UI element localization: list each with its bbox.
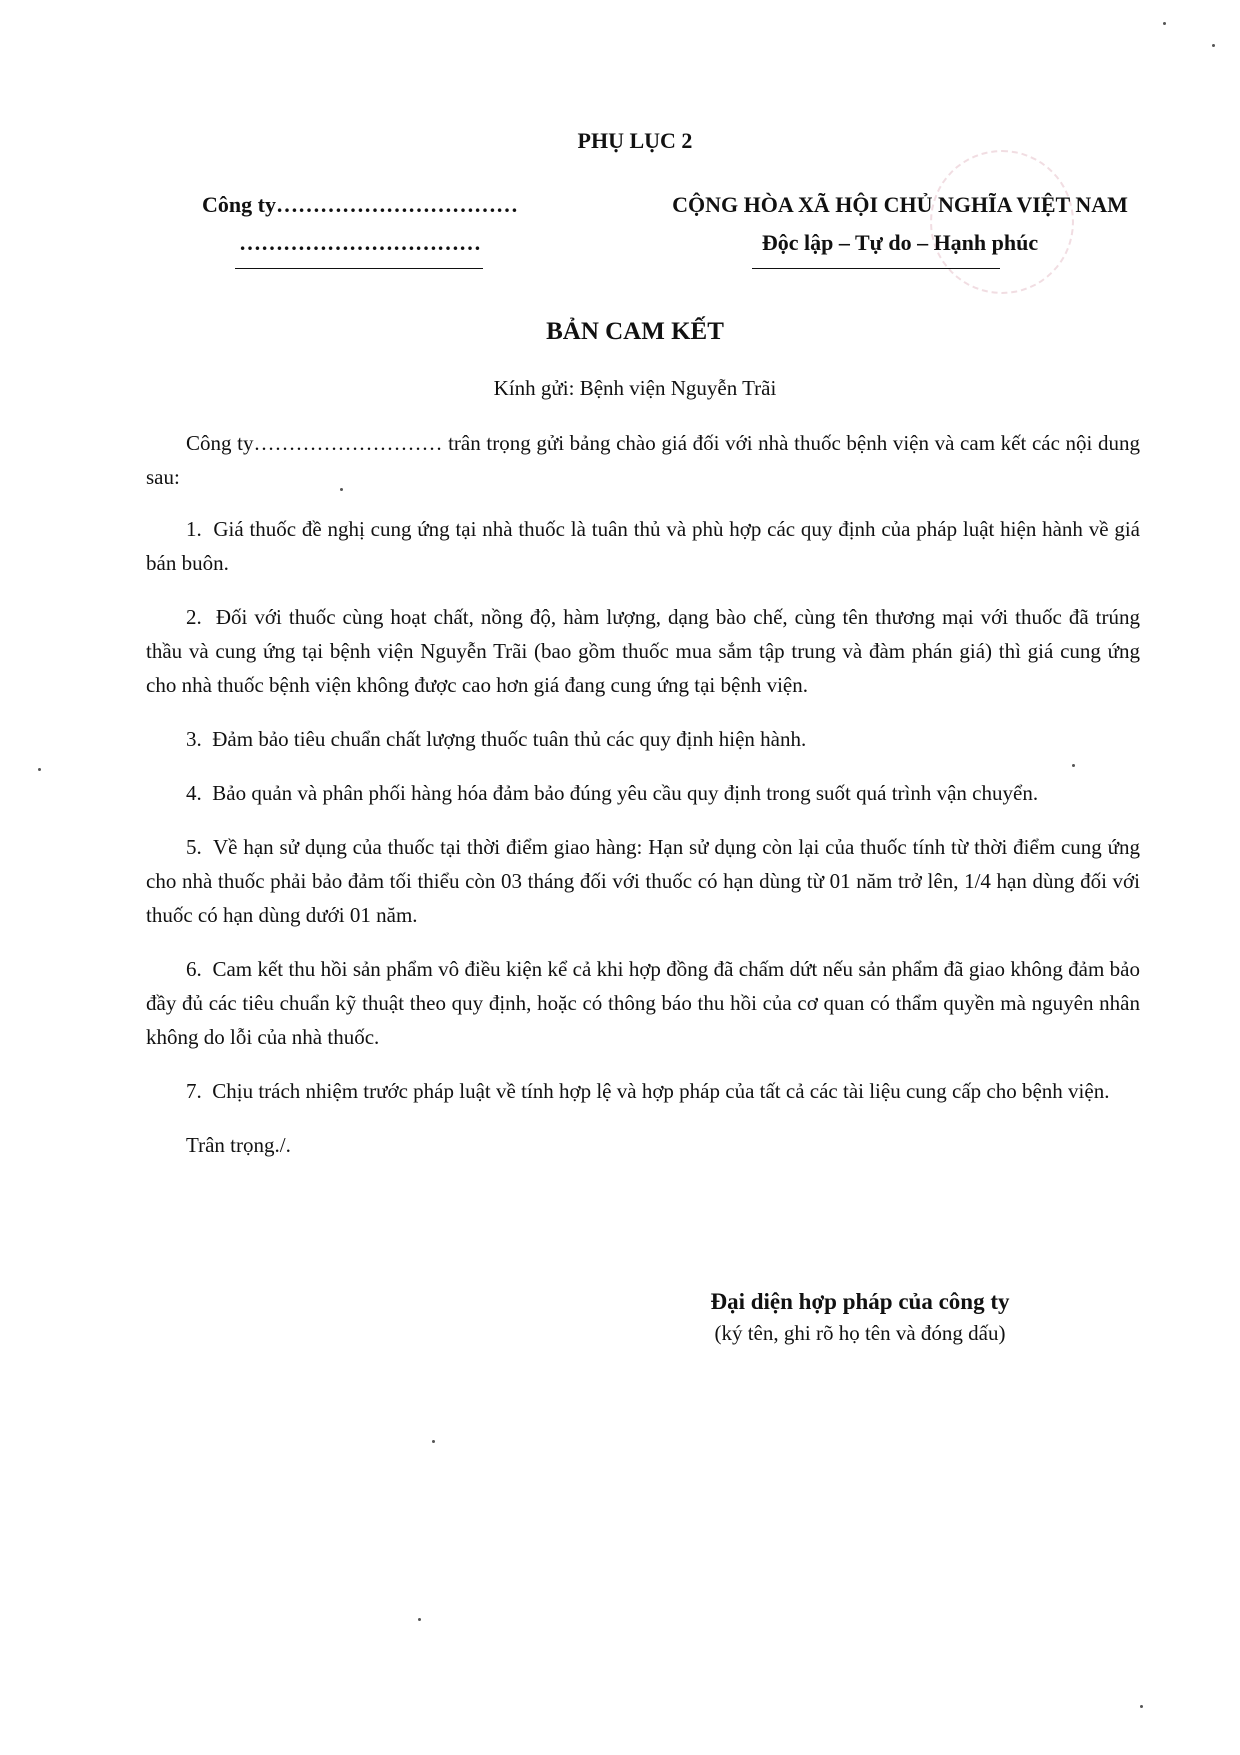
commitment-item — [146, 952, 1140, 1054]
scan-speck — [38, 768, 41, 771]
commitment-text: Giá thuốc đề nghị cung ứng tại nhà thuốc là tuân thủ và phù hợp các quy định của pháp luật hiện hành về giá bán buôn. — [146, 517, 1140, 575]
commitment-text: Đối với thuốc cùng hoạt chất, nồng độ, hàm lượng, dạng bào chế, cùng tên thương mại với thuốc đã trúng thầu và cung ứng tại bệnh viện Nguyễn Trãi (bao gồm thuốc mua sắm tập trung và đàm phán giá) thì giá cung ứng cho nhà thuốc bệnh viện không được cao hơn giá đang cung ứng tại bệnh viện. — [146, 605, 1141, 697]
commitment-number: 4. — [186, 781, 202, 805]
commitment-text: Chịu trách nhiệm trước pháp luật về tính hợp lệ và hợp pháp của tất cả các tài liệu cung cấp cho bệnh viện. — [212, 1079, 1110, 1103]
company-header — [140, 186, 580, 262]
commitment-item — [146, 776, 1140, 810]
commitment-number: 3. — [186, 727, 202, 751]
company-name-line: Công ty…………………………… — [202, 192, 518, 217]
commitment-number: 6. — [186, 957, 202, 981]
scan-speck — [418, 1618, 421, 1621]
commitment-item — [146, 722, 1140, 756]
annex-title: PHỤ LỤC 2 — [577, 128, 693, 153]
scan-speck — [340, 488, 343, 491]
commitment-number: 5. — [186, 835, 202, 859]
national-header-rule — [752, 268, 1000, 269]
commitment-text: Cam kết thu hồi sản phẩm vô điều kiện kể cả khi hợp đồng đã chấm dứt nếu sản phẩm đã giao không đảm bảo đầy đủ các tiêu chuẩn kỹ thuật theo quy định, hoặc có thông báo thu hồi của cơ quan có thẩm quyền mà nguyên nhân không do lỗi của nhà thuốc. — [146, 957, 1140, 1049]
national-header — [620, 186, 1180, 262]
scan-speck — [1212, 44, 1215, 47]
commitment-item — [146, 512, 1140, 580]
commitment-item — [146, 1074, 1140, 1108]
national-motto: Độc lập – Tự do – Hạnh phúc — [761, 230, 1039, 255]
scan-speck — [1163, 22, 1166, 25]
signature-block — [660, 1286, 1060, 1348]
commitment-number: 7. — [186, 1079, 202, 1103]
scan-speck — [1072, 764, 1075, 767]
signature-note: (ký tên, ghi rõ họ tên và đóng dấu) — [714, 1321, 1006, 1345]
company-dotted-line: …………………………… — [239, 230, 481, 255]
document-body — [146, 426, 1140, 1182]
commitment-text: Về hạn sử dụng của thuốc tại thời điểm giao hàng: Hạn sử dụng còn lại của thuốc tính từ thời điểm cung ứng cho nhà thuốc phải bảo đảm tối thiểu còn 03 tháng đối với thuốc có hạn dùng từ 01 năm trở lên, 1/4 hạn dùng đối với thuốc có hạn dùng dưới 01 năm. — [146, 835, 1140, 927]
commitment-text: Bảo quản và phân phối hàng hóa đảm bảo đúng yêu cầu quy định trong suốt quá trình vận chuyển. — [212, 781, 1039, 805]
addressee: Kính gửi: Bệnh viện Nguyễn Trãi — [493, 376, 777, 400]
commitment-item — [146, 830, 1140, 932]
commitment-number: 2. — [186, 605, 202, 629]
closing-line: Trân trọng./. — [186, 1133, 291, 1157]
nation-name: CỘNG HÒA XÃ HỘI CHỦ NGHĨA VIỆT NAM — [672, 192, 1128, 217]
scan-speck — [1140, 1705, 1143, 1708]
signature-title: Đại diện hợp pháp của công ty — [710, 1289, 1010, 1314]
commitment-number: 1. — [186, 517, 202, 541]
company-header-rule — [235, 268, 483, 269]
commitment-text: Đảm bảo tiêu chuẩn chất lượng thuốc tuân thủ các quy định hiện hành. — [212, 727, 807, 751]
intro-paragraph: Công ty……………………… trân trọng gửi bảng chào giá đối với nhà thuốc bệnh viện và cam kết các nội dung sau: — [146, 431, 1140, 489]
document-title: BẢN CAM KẾT — [546, 318, 724, 345]
commitment-item — [146, 600, 1140, 702]
scan-speck — [432, 1440, 435, 1443]
